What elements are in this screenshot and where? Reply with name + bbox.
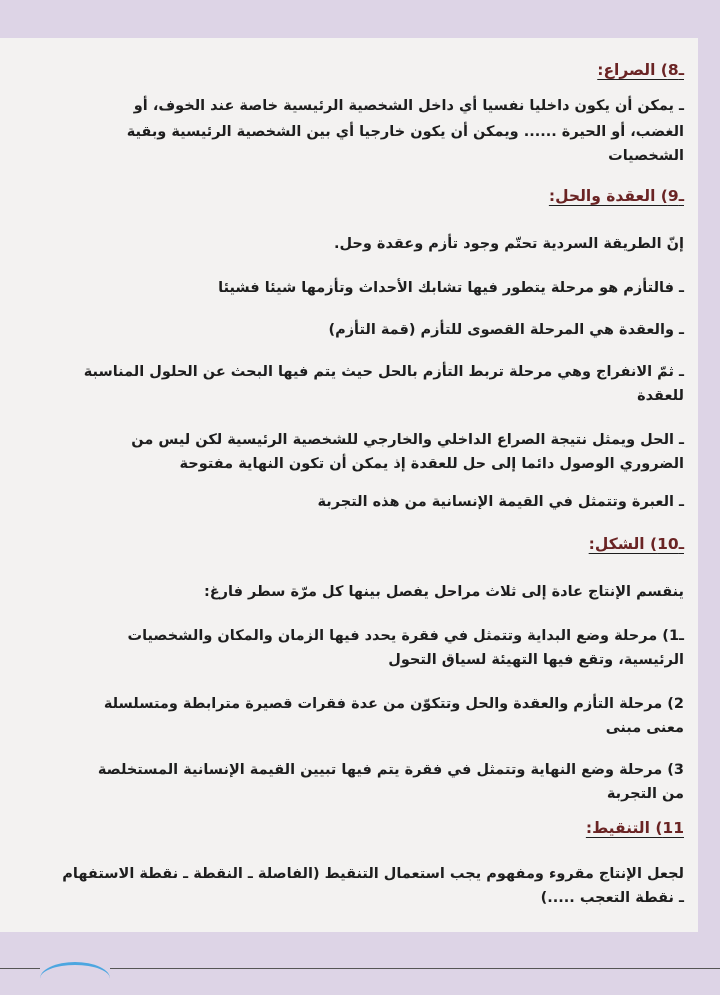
section-8-heading: ـ8) الصراع: (597, 61, 684, 79)
section-9-line-1: إنّ الطريقة السردية تحتّم وجود تأزم وعقدة وحل. (333, 236, 684, 252)
section-8-line-2: الغضب، أو الحيرة ...... ويمكن أن يكون خارجيا أي بين الشخصية الرئيسية وبقية (126, 124, 684, 140)
section-11-line-2: ـ نقطة التعجب .....) (540, 890, 684, 906)
section-9-line-4: ـ ثمّ الانفراج وهي مرحلة تربط التأزم بالحل حيث يتم فيها البحث عن الحلول المناسبة (83, 364, 684, 380)
section-9-line-8: ـ العبرة وتتمثل في القيمة الإنسانية من هذه التجربة (317, 494, 684, 510)
section-9-heading: ـ9) العقدة والحل: (548, 187, 684, 205)
section-8-line-1: ـ يمكن أن يكون داخليا نفسيا أي داخل الشخصية الرئيسية خاصة عند الخوف، أو (133, 98, 684, 114)
bottom-divider-right (110, 968, 720, 969)
section-10-line-6: 3) مرحلة وضع النهاية وتتمثل في فقرة يتم فيها تبيين القيمة الإنسانية المستخلصة (97, 762, 684, 778)
section-10-line-1: ينقسم الإنتاج عادة إلى ثلاث مراحل يفصل بينها كل مرّة سطر فارغ: (203, 584, 684, 600)
section-10-line-2: ـ1) مرحلة وضع البداية وتتمثل في فقرة يحدد فيها الزمان والمكان والشخصيات (127, 628, 684, 644)
partial-circle-decoration (40, 962, 110, 995)
section-10-line-5: معنى مبنى (605, 720, 684, 736)
section-10-line-3: الرئيسية، وتقع فيها التهيئة لسياق التحول (388, 652, 684, 668)
section-9-line-7: الضروري الوصول دائما إلى حل للعقدة إذ يمكن أن تكون النهاية مفتوحة (179, 456, 684, 472)
section-11-heading: 11) التنقيط: (585, 819, 684, 837)
section-10-line-7: من التجربة (606, 786, 684, 802)
section-11-line-1: لجعل الإنتاج مقروء ومفهوم يجب استعمال التنقيط (الفاصلة ـ النقطة ـ نقطة الاستفهام (62, 866, 684, 882)
section-9-line-6: ـ الحل ويمثل نتيجة الصراع الداخلي والخارجي للشخصية الرئيسية لكن ليس من (131, 432, 684, 448)
section-8-line-3: الشخصيات (608, 148, 684, 164)
section-10-heading: ـ10) الشكل: (588, 535, 684, 553)
document-page (0, 38, 698, 932)
section-10-line-4: 2) مرحلة التأزم والعقدة والحل وتتكوّن من عدة فقرات قصيرة مترابطة ومتسلسلة (103, 696, 684, 712)
section-9-line-5: للعقدة (637, 388, 684, 404)
bottom-divider-left (0, 968, 40, 969)
document-content (14, 38, 684, 932)
section-9-line-3: ـ والعقدة هي المرحلة القصوى للتأزم (قمة التأزم) (328, 322, 684, 338)
section-9-line-2: ـ فالتأزم هو مرحلة يتطور فيها تشابك الأحداث وتأزمها شيئا فشيئا (218, 280, 684, 296)
bottom-strip (0, 932, 720, 976)
